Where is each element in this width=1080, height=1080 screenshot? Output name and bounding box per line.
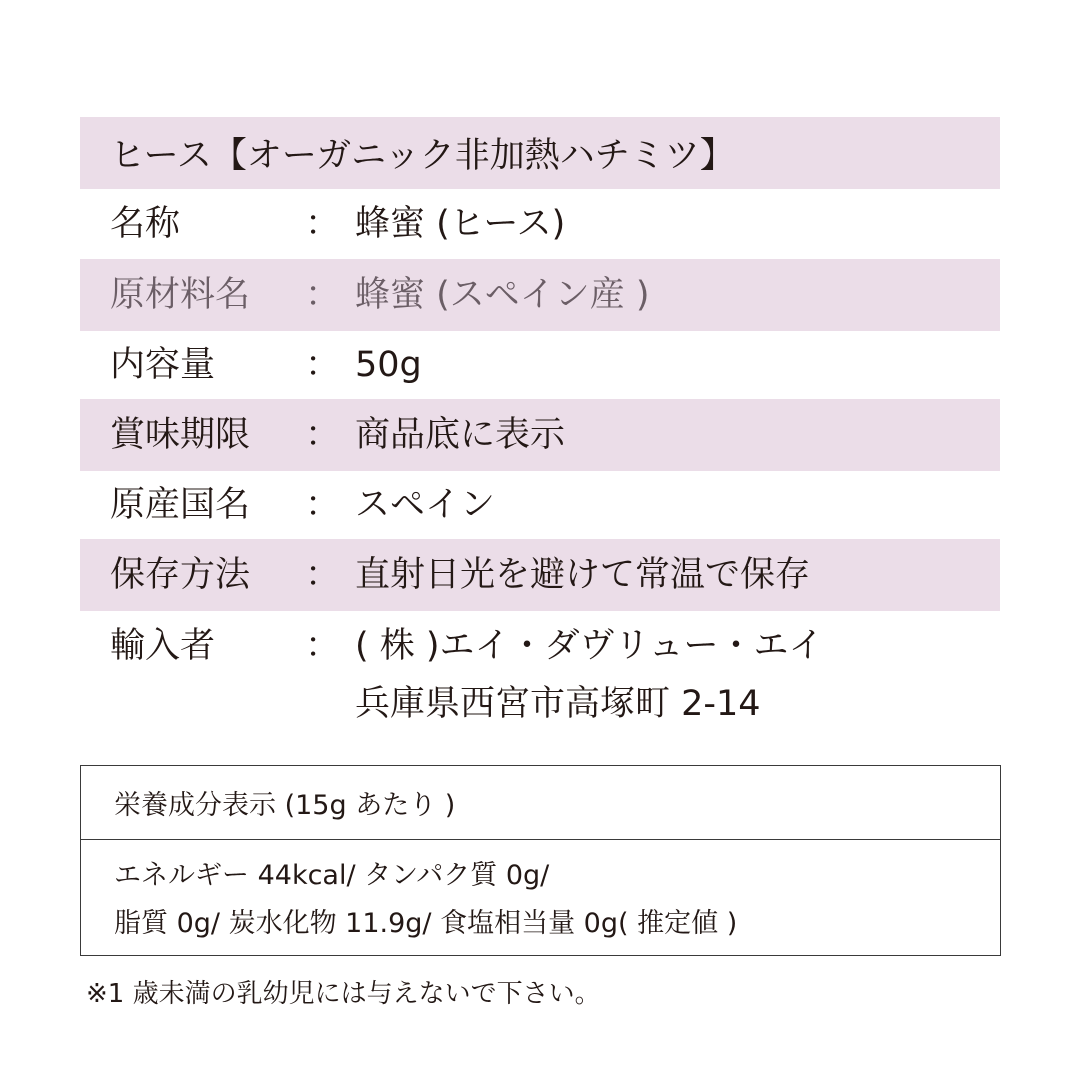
row-label: 輸入者 bbox=[110, 626, 216, 666]
importer-address: 兵庫県西宮市高塚町 2-14 bbox=[355, 684, 761, 724]
row-label: 原材料名 bbox=[110, 275, 251, 315]
infant-warning-note: ※1 歳未満の乳幼児には与えないで下さい。 bbox=[86, 979, 601, 1009]
row-value: 蜂蜜 (スペイン産 ) bbox=[355, 275, 650, 315]
row-ingredients bbox=[80, 259, 1000, 331]
nutrition-body bbox=[81, 840, 1000, 948]
row-label: 原産国名 bbox=[110, 485, 251, 525]
row-value: 商品底に表示 bbox=[355, 415, 566, 455]
product-label-table bbox=[80, 117, 1000, 731]
row-best-before bbox=[80, 399, 1000, 471]
importer-name: ( 株 )エイ・ダヴリュー・エイ bbox=[355, 626, 824, 666]
row-colon: ： bbox=[305, 485, 341, 525]
row-value bbox=[355, 617, 1000, 733]
nutrition-facts-box bbox=[80, 765, 1001, 956]
product-title: ヒース【オーガニック非加熱ハチミツ】 bbox=[80, 117, 1000, 189]
row-value: 50g bbox=[355, 345, 422, 385]
row-label: 名称 bbox=[110, 204, 181, 244]
nutrition-line: エネルギー 44kcal/ タンパク質 0g/ bbox=[114, 860, 550, 891]
row-label: 賞味期限 bbox=[110, 415, 251, 455]
row-country-of-origin bbox=[80, 471, 1000, 539]
nutrition-heading: 栄養成分表示 (15g あたり ) bbox=[81, 766, 1000, 840]
row-colon: ： bbox=[305, 345, 341, 385]
row-value: 直射日光を避けて常温で保存 bbox=[355, 555, 811, 595]
row-label: 内容量 bbox=[110, 345, 216, 385]
row-label: 保存方法 bbox=[110, 555, 251, 595]
row-storage bbox=[80, 539, 1000, 611]
row-colon: ： bbox=[305, 626, 341, 666]
row-colon: ： bbox=[305, 415, 341, 455]
row-importer bbox=[80, 611, 1000, 731]
nutrition-line: 脂質 0g/ 炭水化物 11.9g/ 食塩相当量 0g( 推定値 ) bbox=[114, 908, 738, 939]
row-value: スペイン bbox=[355, 485, 496, 525]
row-colon: ： bbox=[305, 204, 341, 244]
row-content-volume bbox=[80, 331, 1000, 399]
row-name bbox=[80, 189, 1000, 259]
row-colon: ： bbox=[305, 275, 341, 315]
row-value: 蜂蜜 (ヒース) bbox=[355, 204, 566, 244]
row-colon: ： bbox=[305, 555, 341, 595]
